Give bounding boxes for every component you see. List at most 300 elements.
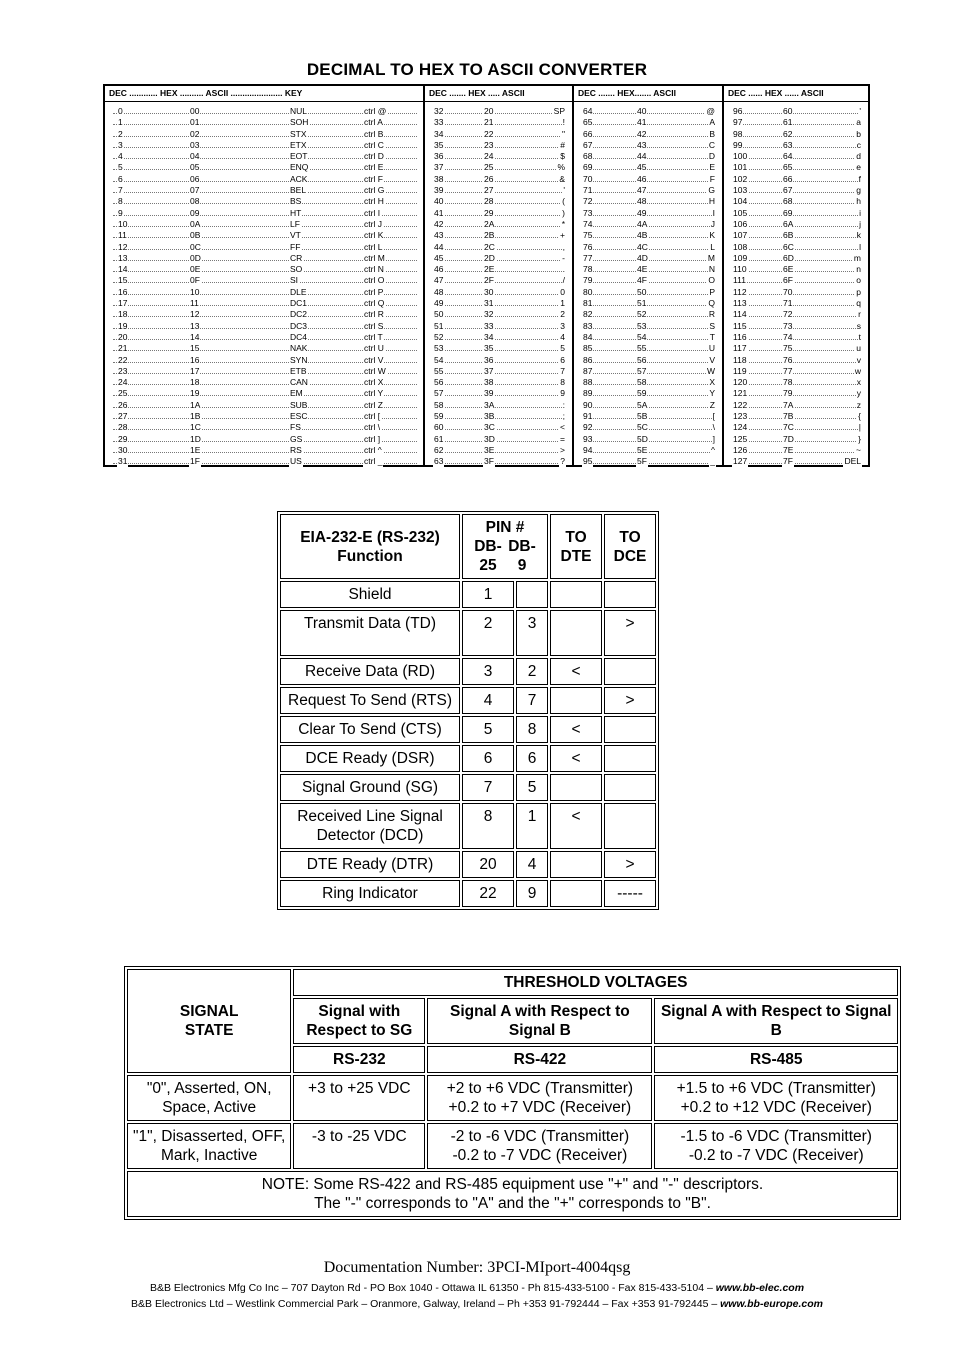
ascii-row bbox=[105, 377, 423, 388]
ascii-row bbox=[105, 174, 423, 185]
ascii-hex: 68 bbox=[783, 196, 793, 207]
pinout-header-pin bbox=[462, 514, 548, 579]
ascii-row bbox=[425, 219, 572, 230]
threshold-col-rs485-desc: Signal A with Respect to Signal B bbox=[654, 998, 898, 1044]
ascii-hex: 58 bbox=[637, 377, 647, 388]
ascii-dec: 120 bbox=[733, 377, 748, 388]
ascii-ascii: $ bbox=[560, 151, 565, 162]
pinout-function: Ring Indicator bbox=[280, 880, 460, 907]
ascii-hex: 53 bbox=[637, 320, 647, 331]
ascii-hex: 75 bbox=[783, 343, 793, 354]
ascii-row bbox=[425, 332, 572, 343]
ascii-hex: 30 bbox=[484, 286, 494, 297]
threshold-std-rs232: RS-232 bbox=[293, 1046, 425, 1073]
ascii-dec: 84 bbox=[583, 331, 593, 342]
ascii-dec: 76 bbox=[583, 241, 593, 252]
ascii-ascii: v bbox=[856, 354, 861, 365]
ascii-row bbox=[425, 242, 572, 253]
pinout-dte bbox=[550, 581, 602, 608]
ascii-dec: 45 bbox=[434, 252, 444, 263]
ascii-dec: 73 bbox=[583, 207, 593, 218]
rs485-rx-0: +0.2 to +12 VDC (Receiver) bbox=[680, 1099, 872, 1116]
ascii-dec: 53 bbox=[434, 343, 444, 354]
ascii-key: ctrl U bbox=[364, 343, 384, 354]
ascii-dec: 30 bbox=[118, 444, 128, 455]
ascii-row bbox=[724, 434, 868, 445]
ascii-dec: 31 bbox=[118, 456, 128, 467]
ascii-ascii: C bbox=[708, 139, 715, 150]
ascii-dec: 27 bbox=[118, 411, 128, 422]
ascii-ascii: % bbox=[557, 162, 565, 173]
ascii-ascii: < bbox=[560, 422, 565, 433]
ascii-row bbox=[574, 129, 722, 140]
ascii-key: ctrl _ bbox=[364, 456, 383, 467]
ascii-key: ctrl @ bbox=[364, 106, 387, 116]
ascii-key: ctrl Y bbox=[364, 388, 384, 399]
ascii-dec: 62 bbox=[434, 444, 444, 455]
ascii-dec: 22 bbox=[118, 354, 128, 365]
ascii-dec: 36 bbox=[434, 151, 444, 162]
ascii-column-header: DEC ............ HEX .......... ASCII ...................... KEY bbox=[105, 86, 423, 102]
ascii-hex: 48 bbox=[637, 196, 647, 207]
pinout-dte: < bbox=[550, 716, 602, 743]
pinout-dce: > bbox=[604, 687, 656, 714]
ascii-dec: 110 bbox=[733, 264, 747, 275]
ascii-ascii: ETX bbox=[290, 139, 307, 150]
ascii-row bbox=[724, 343, 868, 354]
pinout-dce bbox=[604, 803, 656, 849]
ascii-dec: 21 bbox=[118, 343, 128, 354]
ascii-ascii: F bbox=[709, 173, 715, 184]
ascii-ascii: = bbox=[560, 433, 565, 444]
ascii-row bbox=[724, 388, 868, 399]
ascii-dec: 88 bbox=[583, 377, 593, 388]
ascii-row bbox=[105, 321, 423, 332]
ascii-row bbox=[425, 287, 572, 298]
pinout-row bbox=[280, 851, 656, 878]
ascii-hex: 5F bbox=[637, 456, 647, 467]
ascii-hex: 45 bbox=[637, 162, 647, 173]
ascii-hex: 10 bbox=[190, 286, 200, 297]
ascii-hex: 4F bbox=[637, 275, 647, 286]
ascii-hex: 72 bbox=[783, 309, 793, 320]
ascii-hex: 25 bbox=[484, 162, 494, 173]
ascii-hex: 69 bbox=[783, 207, 793, 218]
ascii-key: ctrl B bbox=[364, 128, 384, 139]
pinout-db25: 7 bbox=[462, 774, 514, 801]
ascii-hex: 35 bbox=[484, 343, 494, 354]
ascii-dec: 59 bbox=[434, 411, 444, 422]
ascii-hex: 7F bbox=[783, 456, 793, 467]
ascii-hex: 2D bbox=[484, 252, 495, 263]
rs232-range-1: -3 to -25 VDC bbox=[293, 1123, 425, 1169]
ascii-hex: 49 bbox=[637, 207, 647, 218]
ascii-key: ctrl P bbox=[364, 286, 384, 297]
ascii-row bbox=[574, 422, 722, 433]
ascii-hex: 0B bbox=[190, 230, 201, 241]
ascii-row bbox=[425, 411, 572, 422]
ascii-ascii: s bbox=[856, 320, 861, 331]
ascii-dec: 66 bbox=[583, 128, 593, 139]
ascii-row bbox=[724, 332, 868, 343]
ascii-dec: 18 bbox=[118, 309, 128, 320]
ascii-row bbox=[724, 219, 868, 230]
ascii-ascii: 7 bbox=[560, 365, 565, 376]
ascii-hex: 24 bbox=[484, 151, 494, 162]
ascii-hex: 62 bbox=[783, 128, 793, 139]
pinout-db9 bbox=[516, 581, 548, 608]
ascii-hex: 1B bbox=[190, 411, 201, 422]
ascii-dec: 70 bbox=[583, 173, 593, 184]
ascii-dec: 37 bbox=[434, 162, 444, 173]
ascii-dec: 98 bbox=[733, 128, 743, 139]
ascii-dec: 13 bbox=[118, 252, 128, 263]
ascii-column-rows bbox=[724, 102, 868, 468]
ascii-row bbox=[105, 219, 423, 230]
ascii-row bbox=[724, 185, 868, 196]
ascii-ascii: STX bbox=[290, 128, 307, 139]
ascii-row bbox=[574, 162, 722, 173]
ascii-dec: 61 bbox=[434, 433, 444, 444]
ascii-row bbox=[724, 456, 868, 467]
ascii-key: ctrl V bbox=[364, 354, 384, 365]
ascii-dec: 28 bbox=[118, 422, 128, 433]
ascii-ascii: X bbox=[709, 377, 715, 388]
pinout-db25: 6 bbox=[462, 745, 514, 772]
ascii-dec: 16 bbox=[118, 286, 128, 297]
ascii-row bbox=[105, 162, 423, 173]
ascii-hex: 0D bbox=[190, 252, 201, 263]
ascii-hex: 1A bbox=[190, 399, 201, 410]
ascii-row bbox=[105, 151, 423, 162]
footer-eu-website-link[interactable]: www.bb-europe.com bbox=[720, 1298, 823, 1310]
ascii-column-0 bbox=[105, 86, 425, 465]
threshold-col-rs232-desc: Signal with Respect to SG bbox=[293, 998, 425, 1044]
ascii-row bbox=[724, 106, 868, 117]
ascii-hex: 74 bbox=[783, 331, 793, 342]
ascii-hex: 4B bbox=[637, 230, 648, 241]
ascii-ascii: SOH bbox=[290, 117, 309, 128]
ascii-ascii: SYN bbox=[290, 354, 308, 365]
ascii-row bbox=[105, 253, 423, 264]
ascii-ascii: ] bbox=[712, 433, 715, 444]
ascii-dec: 44 bbox=[434, 241, 444, 252]
ascii-row bbox=[425, 275, 572, 286]
ascii-key: ctrl N bbox=[364, 264, 384, 275]
ascii-row bbox=[724, 253, 868, 264]
ascii-row bbox=[425, 355, 572, 366]
ascii-key: ctrl Z bbox=[364, 399, 383, 410]
ascii-ascii: SI bbox=[290, 275, 299, 286]
ascii-ascii: - bbox=[562, 252, 565, 263]
ascii-ascii: y bbox=[856, 388, 861, 399]
ascii-row bbox=[105, 343, 423, 354]
pinout-dce: > bbox=[604, 851, 656, 878]
pinout-dce bbox=[604, 745, 656, 772]
ascii-row bbox=[425, 129, 572, 140]
ascii-hex: 73 bbox=[783, 320, 793, 331]
rs485-tx-1: -1.5 to -6 VDC (Transmitter) bbox=[680, 1128, 872, 1145]
ascii-hex: 5D bbox=[637, 433, 648, 444]
ascii-row bbox=[724, 264, 868, 275]
ascii-dec: 69 bbox=[583, 162, 593, 173]
signal-state-0: "0", Asserted, ON, Space, Active bbox=[127, 1075, 291, 1121]
ascii-row bbox=[425, 185, 572, 196]
rs422-rx-0: +0.2 to +7 VDC (Receiver) bbox=[448, 1099, 632, 1116]
ascii-hex: 28 bbox=[484, 196, 494, 207]
ascii-ascii: N bbox=[708, 264, 715, 275]
pinout-function: Shield bbox=[280, 581, 460, 608]
ascii-ascii: U bbox=[708, 343, 715, 354]
ascii-dec: 42 bbox=[434, 218, 444, 229]
ascii-hex: 22 bbox=[484, 128, 494, 139]
ascii-hex: 06 bbox=[190, 173, 200, 184]
ascii-hex: 01 bbox=[190, 117, 200, 128]
ascii-converter-table bbox=[103, 84, 870, 467]
ascii-ascii: ' bbox=[563, 185, 565, 196]
ascii-ascii: h bbox=[856, 196, 861, 207]
ascii-hex: 7D bbox=[783, 433, 794, 444]
ascii-row bbox=[425, 196, 572, 207]
ascii-hex: 5E bbox=[637, 444, 648, 455]
ascii-hex: 3A bbox=[484, 399, 495, 410]
ascii-dec: 49 bbox=[434, 298, 444, 309]
ascii-hex: 00 bbox=[190, 106, 200, 116]
ascii-ascii: M bbox=[707, 252, 715, 263]
ascii-row bbox=[724, 422, 868, 433]
ascii-row bbox=[105, 445, 423, 456]
ascii-hex: 79 bbox=[783, 388, 793, 399]
ascii-row bbox=[574, 264, 722, 275]
ascii-hex: 76 bbox=[783, 354, 793, 365]
ascii-ascii: A bbox=[709, 117, 715, 128]
ascii-ascii: m bbox=[853, 252, 861, 263]
ascii-dec: 26 bbox=[118, 399, 128, 410]
ascii-row bbox=[425, 140, 572, 151]
pinout-header-pin-label: PIN # bbox=[485, 519, 525, 536]
ascii-hex: 6E bbox=[783, 264, 794, 275]
ascii-key: ctrl C bbox=[364, 139, 384, 150]
ascii-dec: 43 bbox=[434, 230, 444, 241]
ascii-ascii: ENQ bbox=[290, 162, 309, 173]
rs485-rx-1: -0.2 to -7 VDC (Receiver) bbox=[688, 1147, 864, 1164]
ascii-row bbox=[105, 140, 423, 151]
ascii-dec: 32 bbox=[434, 106, 444, 116]
threshold-voltages-table bbox=[124, 966, 901, 1220]
ascii-row bbox=[105, 117, 423, 128]
pinout-db25: 2 bbox=[462, 610, 514, 656]
ascii-key: ctrl M bbox=[364, 252, 385, 263]
ascii-row bbox=[425, 321, 572, 332]
ascii-row bbox=[425, 400, 572, 411]
pinout-dce bbox=[604, 581, 656, 608]
ascii-row bbox=[105, 196, 423, 207]
pinout-function: Signal Ground (SG) bbox=[280, 774, 460, 801]
ascii-dec: 82 bbox=[583, 309, 593, 320]
rs422-range-0 bbox=[427, 1075, 652, 1121]
ascii-hex: 4C bbox=[637, 241, 648, 252]
ascii-dec: 71 bbox=[583, 185, 593, 196]
ascii-dec: 95 bbox=[583, 456, 593, 467]
ascii-row bbox=[425, 377, 572, 388]
ascii-hex: 38 bbox=[484, 377, 494, 388]
ascii-dec: 81 bbox=[583, 298, 593, 309]
ascii-dec: 114 bbox=[733, 309, 747, 320]
ascii-hex: 3B bbox=[484, 411, 495, 422]
ascii-hex: 59 bbox=[637, 388, 647, 399]
ascii-hex: 6A bbox=[783, 218, 794, 229]
pinout-dce bbox=[604, 716, 656, 743]
ascii-dec: 85 bbox=[583, 343, 593, 354]
ascii-key: ctrl I bbox=[364, 207, 381, 218]
ascii-hex: 6B bbox=[783, 230, 794, 241]
ascii-row bbox=[105, 434, 423, 445]
ascii-ascii: [ bbox=[712, 411, 715, 422]
ascii-row bbox=[574, 208, 722, 219]
ascii-dec: 121 bbox=[733, 388, 748, 399]
ascii-dec: 3 bbox=[118, 139, 123, 150]
ascii-key: ctrl L bbox=[364, 241, 383, 252]
ascii-dec: 87 bbox=[583, 365, 593, 376]
pinout-db25: 5 bbox=[462, 716, 514, 743]
ascii-row bbox=[425, 230, 572, 241]
ascii-dec: 116 bbox=[733, 331, 747, 342]
ascii-ascii: V bbox=[709, 354, 715, 365]
ascii-row bbox=[724, 174, 868, 185]
ascii-ascii: Z bbox=[709, 399, 715, 410]
pinout-db25: 22 bbox=[462, 880, 514, 907]
ascii-dec: 7 bbox=[118, 185, 123, 196]
ascii-ascii: : bbox=[562, 399, 565, 410]
ascii-ascii: # bbox=[560, 139, 565, 150]
ascii-dec: 47 bbox=[434, 275, 444, 286]
pinout-db25: 1 bbox=[462, 581, 514, 608]
ascii-row bbox=[105, 355, 423, 366]
ascii-row bbox=[574, 230, 722, 241]
ascii-ascii: CR bbox=[290, 252, 303, 263]
ascii-ascii: ^ bbox=[711, 444, 715, 455]
ascii-ascii: 6 bbox=[560, 354, 565, 365]
ascii-dec: 111 bbox=[733, 275, 746, 286]
ascii-hex: 2F bbox=[484, 275, 494, 286]
ascii-ascii: CAN bbox=[290, 377, 308, 388]
ascii-hex: 27 bbox=[484, 185, 494, 196]
ascii-dec: 5 bbox=[118, 162, 123, 173]
pinout-function: Received Line Signal Detector (DCD) bbox=[280, 803, 460, 849]
ascii-row bbox=[724, 140, 868, 151]
ascii-ascii: ) bbox=[562, 207, 565, 218]
ascii-dec: 106 bbox=[733, 218, 748, 229]
pinout-row bbox=[280, 745, 656, 772]
ascii-ascii: z bbox=[856, 399, 861, 410]
ascii-dec: 100 bbox=[733, 151, 748, 162]
ascii-hex: 7A bbox=[783, 399, 794, 410]
ascii-dec: 38 bbox=[434, 173, 444, 184]
pinout-function: Receive Data (RD) bbox=[280, 658, 460, 685]
ascii-ascii: l bbox=[859, 241, 861, 252]
ascii-dec: 102 bbox=[733, 173, 748, 184]
ascii-hex: 63 bbox=[783, 139, 793, 150]
ascii-hex: 67 bbox=[783, 185, 793, 196]
ascii-row bbox=[425, 264, 572, 275]
threshold-row-1 bbox=[127, 1123, 898, 1169]
ascii-row bbox=[574, 219, 722, 230]
ascii-row bbox=[425, 253, 572, 264]
rs232-range-0: +3 to +25 VDC bbox=[293, 1075, 425, 1121]
threshold-std-rs422: RS-422 bbox=[427, 1046, 652, 1073]
ascii-hex: 15 bbox=[190, 343, 200, 354]
ascii-hex: 1E bbox=[190, 444, 201, 455]
ascii-ascii: a bbox=[856, 117, 861, 128]
pinout-dte: < bbox=[550, 658, 602, 685]
ascii-dec: 99 bbox=[733, 139, 743, 150]
ascii-key: ctrl S bbox=[364, 320, 384, 331]
footer-us-address bbox=[0, 1282, 954, 1294]
ascii-row bbox=[425, 434, 572, 445]
ascii-dec: 115 bbox=[733, 320, 747, 331]
ascii-ascii: SP bbox=[553, 106, 565, 116]
ascii-row bbox=[105, 129, 423, 140]
rs485-range-1 bbox=[654, 1123, 898, 1169]
ascii-dec: 91 bbox=[583, 411, 593, 422]
ascii-row bbox=[574, 151, 722, 162]
pinout-header-row bbox=[280, 514, 656, 579]
ascii-dec: 124 bbox=[733, 422, 748, 433]
ascii-ascii: r bbox=[858, 309, 861, 320]
ascii-hex: 32 bbox=[484, 309, 494, 320]
ascii-hex: 61 bbox=[783, 117, 793, 128]
ascii-hex: 31 bbox=[484, 298, 494, 309]
ascii-ascii: 1 bbox=[560, 298, 565, 309]
ascii-dec: 103 bbox=[733, 185, 748, 196]
ascii-dec: 77 bbox=[583, 252, 593, 263]
pinout-db9: 2 bbox=[516, 658, 548, 685]
ascii-ascii: 4 bbox=[560, 331, 565, 342]
pinout-db9: 9 bbox=[516, 880, 548, 907]
ascii-ascii: E bbox=[709, 162, 715, 173]
ascii-ascii: GS bbox=[290, 433, 303, 444]
footer-us-website-link[interactable]: www.bb-elec.com bbox=[715, 1282, 805, 1294]
ascii-ascii: 5 bbox=[560, 343, 565, 354]
pinout-header-to-dce: TO DCE bbox=[604, 514, 656, 579]
ascii-ascii: u bbox=[856, 343, 861, 354]
pinout-db25: 3 bbox=[462, 658, 514, 685]
ascii-row bbox=[574, 174, 722, 185]
ascii-key: ctrl G bbox=[364, 185, 385, 196]
pinout-function: DCE Ready (DSR) bbox=[280, 745, 460, 772]
pinout-row bbox=[280, 658, 656, 685]
ascii-ascii: j bbox=[859, 218, 861, 229]
ascii-key: ctrl ^ bbox=[364, 444, 382, 455]
ascii-hex: 77 bbox=[783, 365, 793, 376]
ascii-column-3 bbox=[724, 86, 868, 465]
threshold-voltages-header: THRESHOLD VOLTAGES bbox=[293, 969, 898, 996]
ascii-row bbox=[425, 208, 572, 219]
ascii-row bbox=[574, 253, 722, 264]
pinout-dte: < bbox=[550, 803, 602, 849]
pinout-db25: 20 bbox=[462, 851, 514, 878]
ascii-row bbox=[105, 332, 423, 343]
ascii-key: ctrl D bbox=[364, 151, 384, 162]
ascii-ascii: SO bbox=[290, 264, 303, 275]
ascii-ascii: O bbox=[708, 275, 715, 286]
ascii-ascii: ? bbox=[560, 456, 565, 467]
ascii-dec: 109 bbox=[733, 252, 748, 263]
ascii-hex: 07 bbox=[190, 185, 200, 196]
ascii-ascii: DC2 bbox=[290, 309, 308, 320]
ascii-hex: 2E bbox=[484, 264, 495, 275]
pinout-dce: > bbox=[604, 610, 656, 656]
